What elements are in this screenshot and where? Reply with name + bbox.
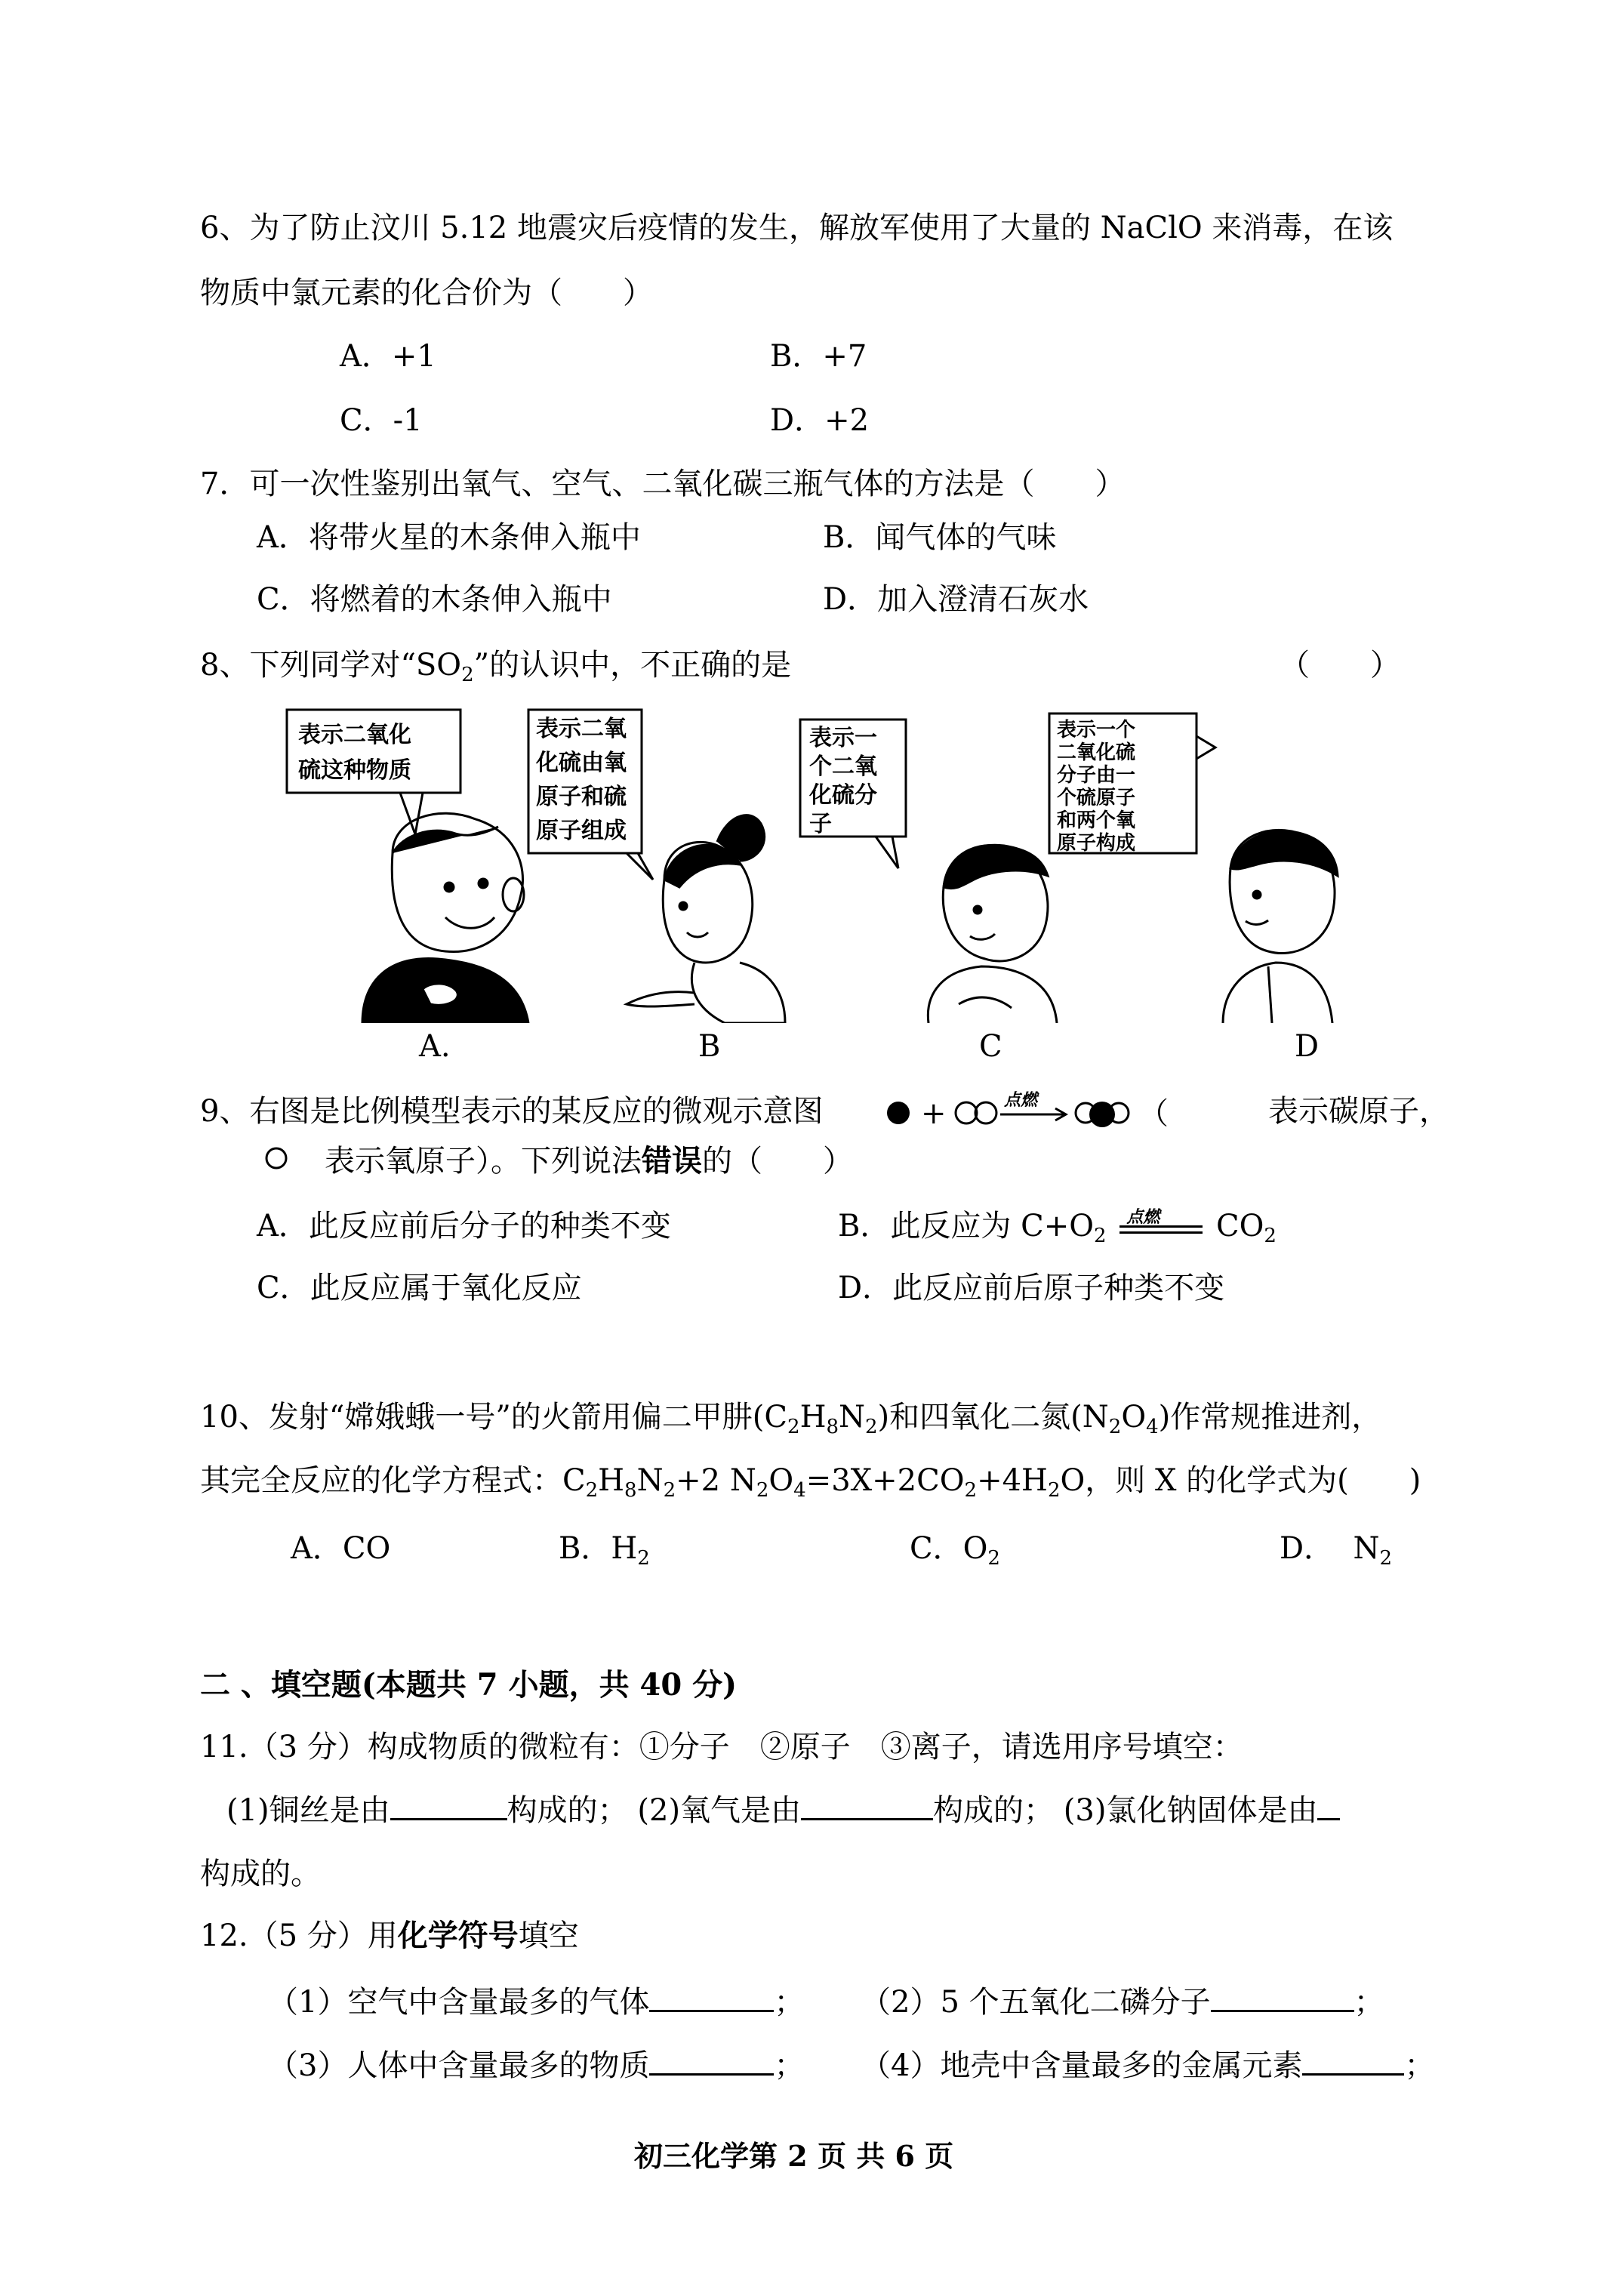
co2-carbon-icon [1089, 1102, 1115, 1127]
footer-mid1: 页 [817, 2139, 846, 2173]
q12-blank-2[interactable] [1211, 1983, 1354, 2012]
q10-l2-p6: +2 N [676, 1463, 756, 1498]
q8-cartoon-illustration [242, 706, 1464, 1023]
q9-option-c: C．此反应属于氧化反应 [257, 1271, 582, 1305]
q9-paren-open: （ [1138, 1096, 1169, 1131]
footer-total-pages: 6 [895, 2139, 915, 2173]
q10-l2-p7: 2 [756, 1479, 769, 1502]
q10-line2 [200, 1462, 1421, 1502]
plus-sign: + [921, 1096, 947, 1131]
q7-option-a: A．将带火星的木条伸入瓶中 [257, 520, 641, 555]
q10-l2-p3: 8 [624, 1479, 637, 1502]
q10-l1-p10: )作常规推进剂， [1158, 1400, 1382, 1435]
q10-l1-p1: 2 [787, 1416, 800, 1438]
q9-option-a: A．此反应前后分子的种类不变 [257, 1209, 671, 1244]
q6-option-d: D．+2 [770, 403, 870, 438]
q11-line3: 构成的。 [200, 1857, 321, 1891]
q12-semicolon: ； [1354, 1985, 1384, 2020]
q11-stem: 11.（3 分）构成物质的微粒有：①分子 ②原子 ③离子，请选用序号填空： [200, 1730, 1243, 1764]
q12-semicolon: ； [774, 1985, 805, 2020]
q9-option-b-condition: 点燃 [1126, 1208, 1160, 1227]
footer-pre: 初三化学第 [634, 2139, 778, 2173]
q11-part1-post: 构成的； [507, 1793, 628, 1828]
q10-option-b-pre: B．H [559, 1531, 638, 1566]
bubble-d-tail [1196, 736, 1215, 759]
oxygen-atom-icon [956, 1102, 977, 1123]
bubble-c-line2: 个二氧 [809, 754, 877, 780]
q8-stem-sub: 2 [461, 664, 474, 686]
q9-oxygen-legend-icon [263, 1143, 293, 1173]
q9-reaction-diagram [883, 1090, 1208, 1136]
q10-l2-p14: O，则 X 的化学式为( ) [1060, 1463, 1421, 1498]
q9-option-b-post: CO [1216, 1209, 1264, 1244]
q10-option-c [910, 1530, 1000, 1570]
q11-blank-1[interactable] [390, 1791, 507, 1820]
q10-l1-p0: 10、发射“嫦娥蛾一号”的火箭用偏二甲肼(C [200, 1400, 788, 1435]
q6-line1: 6、为了防止汶川 5.12 地震灾后疫情的发生，解放军使用了大量的 NaClO 来消毒，在该 [200, 211, 1394, 245]
q10-l2-p10: =3X+2CO [805, 1463, 965, 1498]
q10-l2-p13: 2 [1047, 1479, 1061, 1502]
q10-option-c-sub: 2 [987, 1547, 1000, 1570]
q12-stem [200, 1918, 579, 1954]
q8-answer-paren: （ ） [1280, 648, 1400, 683]
footer-page-number: 2 [787, 2139, 808, 2173]
q10-option-d-sub: 2 [1379, 1547, 1393, 1570]
reaction-condition-label: 点燃 [1004, 1091, 1038, 1110]
person-c-figure [928, 845, 1057, 1023]
bubble-d-line2: 二氧化硫 [1057, 741, 1136, 764]
q11-part1-label: (1)铜丝是由 [226, 1793, 390, 1828]
q10-l2-p5: 2 [663, 1479, 676, 1502]
person-b-figure [627, 815, 785, 1023]
section2-title-mid: 小题，共 [508, 1667, 630, 1703]
bubble-b-line2: 化硫由氧 [536, 750, 627, 776]
q11-part2-label: (2)氧气是由 [637, 1793, 802, 1828]
q10-l2-p4: N [636, 1463, 664, 1498]
q12-blank-4[interactable] [1302, 2046, 1404, 2076]
section2-title-pre: 二 、填空题(本题共 [200, 1667, 467, 1703]
q12-stem-post: 填空 [518, 1918, 579, 1953]
q10-option-b [559, 1530, 650, 1570]
q11-line2 [226, 1791, 1340, 1829]
q7-option-c: C．将燃着的木条伸入瓶中 [257, 582, 612, 617]
q8-stem-pre: 8、下列同学对“SO [200, 648, 462, 683]
q9-oxygen-desc-post: 的（ ） [702, 1144, 853, 1179]
bubble-c-line3: 化硫分 [809, 782, 877, 809]
q10-option-c-pre: C．O [910, 1531, 988, 1566]
q8-label-b: B [698, 1029, 721, 1064]
oxygen-atom-icon [975, 1102, 996, 1123]
q8-label-c: C [979, 1029, 1002, 1064]
q9-option-b-sub: 2 [1094, 1225, 1107, 1247]
q12-item2-label: （2）5 个五氧化二磷分子 [861, 1985, 1211, 2020]
bubble-c-tail [876, 837, 898, 868]
q10-l2-p12: +4H [977, 1463, 1048, 1498]
q9-option-b-pre: B．此反应为 C+O [838, 1209, 1095, 1244]
q10-l1-p8: O [1121, 1400, 1147, 1435]
q8-stem-post: ”的认识中，不正确的是 [473, 648, 792, 683]
q10-l2-p1: 2 [585, 1479, 599, 1502]
q8-label-d: D [1295, 1029, 1320, 1064]
q10-l2-p9: 4 [793, 1479, 806, 1502]
q10-option-d-pre: D． N [1280, 1531, 1380, 1566]
section2-points: 40 [639, 1667, 682, 1703]
q8-stem [200, 647, 792, 686]
q6-option-c: C．-1 [340, 403, 423, 438]
bubble-d-line4: 个硫原子 [1057, 787, 1136, 809]
bubble-b-line3: 原子和硫 [536, 784, 627, 810]
footer-mid2: 共 [856, 2139, 885, 2173]
page-footer [634, 2133, 953, 2174]
bubble-b-tail [627, 853, 653, 880]
q12-row2-right [861, 2046, 1434, 2084]
bubble-a-line2: 硫这种物质 [298, 757, 411, 784]
q10-line1 [200, 1399, 1382, 1438]
q10-l1-p9: 4 [1146, 1416, 1159, 1438]
q6-option-b: B．+7 [770, 339, 867, 374]
q7-option-b: B．闻气体的气味 [823, 520, 1057, 555]
q12-stem-pre: 12.（5 分）用 [200, 1918, 398, 1953]
q9-option-d: D．此反应前后原子种类不变 [838, 1271, 1225, 1305]
bubble-d-line5: 和两个氧 [1057, 809, 1136, 832]
carbon-atom-icon [887, 1102, 910, 1124]
q10-l1-p7: 2 [1108, 1416, 1122, 1438]
q9-carbon-desc: 表示碳原子， [1268, 1094, 1449, 1129]
q9-option-b [838, 1208, 1277, 1247]
q12-row1 [268, 1983, 804, 2020]
q12-blank-3[interactable] [649, 2046, 774, 2076]
q11-part3-label: (3)氯化钠固体是由 [1063, 1793, 1318, 1828]
q12-blank-1[interactable] [649, 1983, 774, 2012]
section2-question-count: 7 [476, 1667, 498, 1703]
q12-stem-bold: 化学符号 [397, 1918, 519, 1953]
q12-row1-right [861, 1983, 1384, 2020]
q10-l1-p3: 8 [826, 1416, 839, 1438]
q12-item1-label: （1）空气中含量最多的气体 [268, 1985, 650, 2020]
q9-oxygen-desc-pre: 表示氧原子）。下列说法 [325, 1144, 642, 1179]
q11-blank-2[interactable] [801, 1791, 933, 1820]
footer-post: 页 [925, 2139, 954, 2173]
q8-label-a: A. [419, 1029, 451, 1064]
q12-semicolon: ； [1404, 2048, 1435, 2083]
bubble-a-line1: 表示二氧化 [298, 722, 411, 748]
q10-l2-p8: O [768, 1463, 794, 1498]
q9-oxygen-desc-bold: 错误 [642, 1143, 702, 1179]
q10-l1-p5: 2 [865, 1416, 878, 1438]
bubble-d-line3: 分子由一 [1057, 764, 1136, 787]
q11-part2-post: 构成的； [933, 1793, 1055, 1828]
q10-l1-p6: )和四氧化二氮(N [877, 1400, 1109, 1435]
q10-option-d [1280, 1530, 1393, 1570]
q10-option-b-sub: 2 [637, 1547, 650, 1570]
q10-l2-p2: H [598, 1463, 625, 1498]
q10-l2-p0: 其完全反应的化学方程式：C [200, 1463, 586, 1498]
bubble-b-line1: 表示二氧 [536, 716, 627, 742]
bubble-b-line4: 原子组成 [536, 818, 627, 844]
q6-line2: 物质中氯元素的化合价为（ ） [200, 276, 653, 310]
q7-option-d: D．加入澄清石灰水 [823, 582, 1089, 617]
q11-blank-3[interactable] [1317, 1791, 1340, 1820]
q12-item4-label: （4）地壳中含量最多的金属元素 [861, 2048, 1303, 2083]
q12-semicolon: ； [774, 2048, 805, 2083]
bubble-c-line1: 表示一 [809, 725, 877, 751]
bubble-d-line6: 原子构成 [1057, 832, 1136, 855]
q10-l2-p11: 2 [964, 1479, 978, 1502]
q10-l1-p4: N [839, 1400, 865, 1435]
q10-option-a: A．CO [291, 1531, 391, 1566]
section2-title [200, 1667, 737, 1703]
q9-option-b-post-sub: 2 [1264, 1225, 1277, 1247]
q6-option-a: A．+1 [340, 339, 436, 374]
q7-stem: 7．可一次性鉴别出氧气、空气、二氧化碳三瓶气体的方法是（ ） [200, 467, 1126, 501]
person-a-figure [362, 813, 528, 1023]
bubble-d-line1: 表示一个 [1057, 719, 1136, 741]
q10-l1-p2: H [799, 1400, 827, 1435]
q9-stem: 9、右图是比例模型表示的某反应的微观示意图 [200, 1094, 824, 1129]
section2-title-post: 分) [692, 1667, 738, 1703]
q9-oxygen-desc [325, 1143, 853, 1179]
q9-option-b-arrow [1116, 1208, 1206, 1244]
q12-item3-label: （3）人体中含量最多的物质 [268, 2048, 650, 2083]
person-d-figure [1223, 830, 1338, 1023]
q12-row2 [268, 2046, 804, 2084]
bubble-c-line4: 子 [809, 811, 832, 837]
